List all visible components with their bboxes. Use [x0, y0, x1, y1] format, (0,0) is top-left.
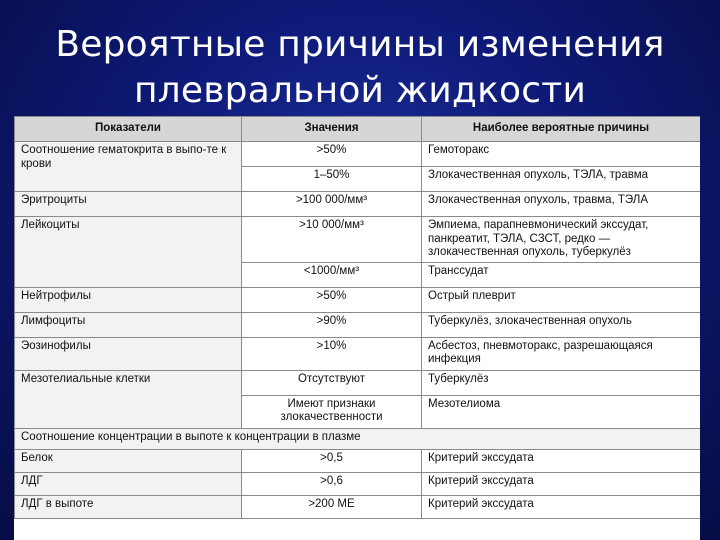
- cell-value: Имеют признаки злокачественности: [242, 395, 422, 428]
- header-indicators: Показатели: [15, 117, 242, 142]
- table-row: [15, 449, 701, 472]
- cell-cause: Мезотелиома: [422, 395, 701, 428]
- cell-value: Отсутствуют: [242, 370, 422, 395]
- cell-indicator: Лимфоциты: [15, 312, 242, 337]
- cell-value: >200 МЕ: [242, 495, 422, 518]
- cell-value: 1–50%: [242, 167, 422, 192]
- cell-indicator: Соотношение гематокрита в выпо-те к крови: [15, 142, 242, 192]
- cell-value: >0,5: [242, 449, 422, 472]
- slide-title: [0, 22, 720, 114]
- cell-indicator: Мезотелиальные клетки: [15, 370, 242, 428]
- table-row: [15, 495, 701, 518]
- cell-cause: Асбестоз, пневмоторакс, разрешающаяся инфекция: [422, 337, 701, 370]
- slide-title-line-2: плевральной жидкости: [133, 70, 587, 111]
- cell-cause: Острый плеврит: [422, 287, 701, 312]
- cell-indicator: Нейтрофилы: [15, 287, 242, 312]
- pleural-fluid-table: [14, 116, 700, 519]
- table-row: [15, 337, 701, 370]
- cell-value: >50%: [242, 287, 422, 312]
- table-row: [15, 142, 701, 167]
- cell-value: >10%: [242, 337, 422, 370]
- cell-cause: Транссудат: [422, 262, 701, 287]
- header-causes: Наиболее вероятные причины: [422, 117, 701, 142]
- cell-indicator: ЛДГ: [15, 472, 242, 495]
- cell-cause: Критерий экссудата: [422, 472, 701, 495]
- cell-cause: Гемоторакс: [422, 142, 701, 167]
- table-section-row: [15, 428, 701, 449]
- cell-value: >0,6: [242, 472, 422, 495]
- cell-indicator: Эозинофилы: [15, 337, 242, 370]
- cell-cause: Туберкулёз: [422, 370, 701, 395]
- pleural-fluid-table-container: [14, 116, 700, 540]
- cell-cause: Эмпиема, парапневмонический экссудат, панкреатит, ТЭЛА, СЗСТ, редко — злокачественная опухоль, туберкулёз: [422, 217, 701, 263]
- cell-value: >50%: [242, 142, 422, 167]
- table-row: [15, 370, 701, 395]
- cell-value: >100 000/мм³: [242, 192, 422, 217]
- table-header-row: [15, 117, 701, 142]
- table-row: [15, 217, 701, 263]
- cell-value: >90%: [242, 312, 422, 337]
- table-row: [15, 192, 701, 217]
- cell-value: <1000/мм³: [242, 262, 422, 287]
- header-values: Значения: [242, 117, 422, 142]
- cell-indicator: Эритроциты: [15, 192, 242, 217]
- cell-cause: Критерий экссудата: [422, 495, 701, 518]
- cell-cause: Злокачественная опухоль, травма, ТЭЛА: [422, 192, 701, 217]
- cell-cause: Критерий экссудата: [422, 449, 701, 472]
- cell-value: >10 000/мм³: [242, 217, 422, 263]
- cell-indicator: ЛДГ в выпоте: [15, 495, 242, 518]
- cell-indicator: Белок: [15, 449, 242, 472]
- table-row: [15, 287, 701, 312]
- table-row: [15, 312, 701, 337]
- cell-cause: Туберкулёз, злокачественная опухоль: [422, 312, 701, 337]
- cell-cause: Злокачественная опухоль, ТЭЛА, травма: [422, 167, 701, 192]
- section-title: Соотношение концентрации в выпоте к концентрации в плазме: [15, 428, 701, 449]
- slide-title-line-1: Вероятные причины изменения: [55, 24, 665, 65]
- table-row: [15, 472, 701, 495]
- cell-indicator: Лейкоциты: [15, 217, 242, 288]
